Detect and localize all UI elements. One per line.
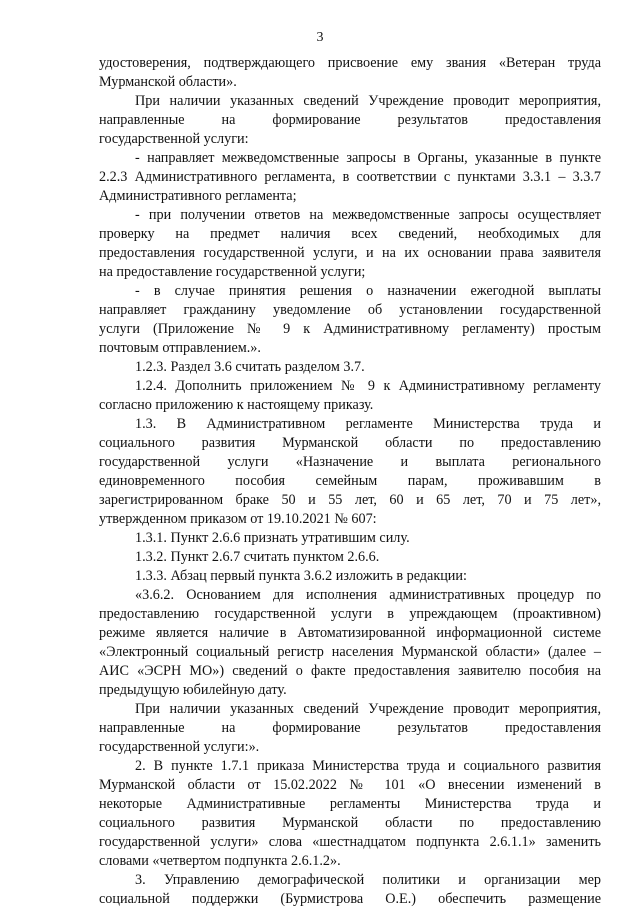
text-line: услуги (Приложение № 9 к Административному регламенту) простым (99, 321, 601, 337)
document-body (99, 54, 601, 909)
text-line: государственной услуги» слова «шестнадцатом подпункта 2.6.1.1» заменить (99, 834, 601, 850)
text-line: согласно приложению к настоящему приказу. (99, 397, 374, 413)
text-line: режиме является наличие в Автоматизированной информационной системе (99, 625, 601, 641)
text-line: При наличии указанных сведений Учреждение проводит мероприятия, (135, 93, 601, 109)
text-line: зарегистрированном браке 50 и 55 лет, 60 и 65 лет, 70 и 75 лет», (99, 492, 601, 508)
text-line: 1.2.4. Дополнить приложением № 9 к Административному регламенту (135, 378, 601, 394)
text-line: «Электронный социальный регистр населения Мурманской области» (далее – (99, 644, 601, 660)
text-line: предыдущую юбилейную дату. (99, 682, 287, 698)
text-line: предоставления государственной услуги, и на их основании права заявителя (99, 245, 601, 261)
text-line: «3.6.2. Основанием для исполнения административных процедур по (135, 587, 601, 603)
text-line: АИС «ЭСРН МО») сведений о факте предоставления заявителю пособия на (99, 663, 601, 679)
text-line: утвержденном приказом от 19.10.2021 № 607: (99, 511, 377, 527)
text-line: некоторые Административные регламенты Министерства труда и (99, 796, 601, 812)
text-line: государственной услуги:». (99, 739, 260, 755)
text-line: 2. В пункте 1.7.1 приказа Министерства труда и социального развития (135, 758, 601, 774)
text-line: удостоверения, подтверждающего присвоение ему звания «Ветеран труда (99, 55, 601, 71)
text-line: При наличии указанных сведений Учреждение проводит мероприятия, (135, 701, 601, 717)
text-line: 1.3.1. Пункт 2.6.6 признать утратившим силу. (135, 530, 410, 546)
text-line: Мурманской области». (99, 74, 237, 90)
text-line: направленные на формирование результатов предоставления (99, 720, 601, 736)
text-line: предоставлению государственной услуги в упреждающем (проактивном) (99, 606, 601, 622)
text-line: направленные на формирование результатов предоставления (99, 112, 601, 128)
text-line: социального развития Мурманской области по предоставлению (99, 815, 601, 831)
text-line: 3. Управлению демографической политики и организации мер (135, 872, 601, 888)
text-line: единовременного пособия семейным парам, проживавшим в (99, 473, 601, 489)
text-line: Административного регламента; (99, 188, 297, 204)
text-line: 1.2.3. Раздел 3.6 считать разделом 3.7. (135, 359, 365, 375)
text-line: социального развития Мурманской области по предоставлению (99, 435, 601, 451)
text-line: Мурманской области от 15.02.2022 № 101 «О внесении изменений в (99, 777, 601, 793)
text-line: 1.3. В Административном регламенте Министерства труда и (135, 416, 601, 432)
text-line: проверку на предмет наличия всех сведений, необходимых для (99, 226, 601, 242)
text-line: государственной услуги: (99, 131, 249, 147)
text-line: направляет гражданину уведомление об установлении государственной (99, 302, 601, 318)
text-line: 2.2.3 Административного регламента, в соответствии с пунктами 3.3.1 – 3.3.7 (99, 169, 601, 185)
page-number: 3 (316, 30, 324, 45)
text-line: социальной поддержки (Бурмистрова О.Е.) обеспечить размещение (99, 891, 601, 907)
text-line: почтовым отправлением.». (99, 340, 261, 356)
text-line: 1.3.3. Абзац первый пункта 3.6.2 изложить в редакции: (135, 568, 467, 584)
text-line: - направляет межведомственные запросы в Органы, указанные в пункте (135, 150, 601, 166)
text-line: 1.3.2. Пункт 2.6.7 считать пунктом 2.6.6. (135, 549, 380, 565)
text-line: - в случае принятия решения о назначении ежегодной выплаты (135, 283, 601, 299)
text-line: словами «четвертом подпункта 2.6.1.2». (99, 853, 341, 869)
text-line: - при получении ответов на межведомственные запросы осуществляет (135, 207, 601, 223)
text-line: на предоставление государственной услуги; (99, 264, 366, 280)
text-line: государственной услуги «Назначение и выплата регионального (99, 454, 601, 470)
